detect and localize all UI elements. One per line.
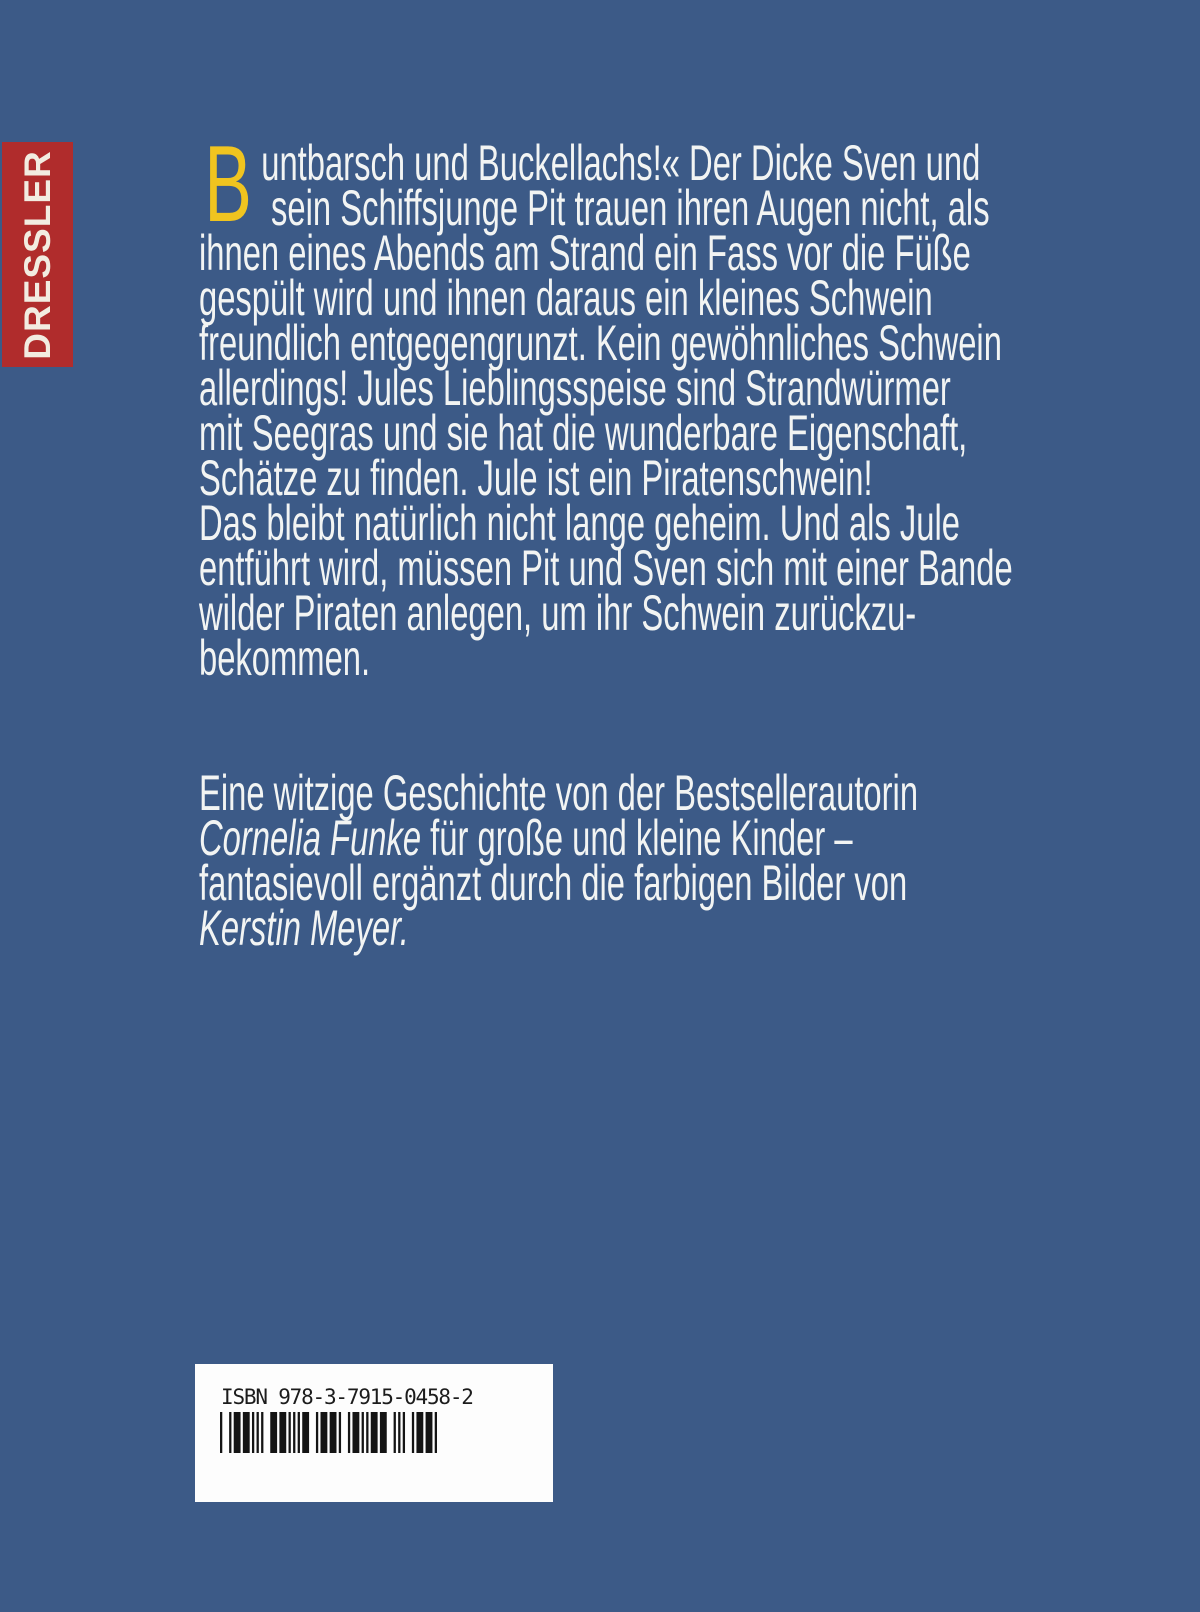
text-segment: bekommen. — [199, 630, 371, 686]
barcode-bar — [321, 1412, 328, 1453]
isbn-number: ISBN 978-3-7915-0458-2 — [221, 1385, 473, 1409]
blurb-text — [199, 123, 1037, 956]
barcode-bar — [412, 1412, 414, 1453]
text-line — [199, 900, 1037, 956]
barcode-bar — [380, 1412, 387, 1453]
barcode-bar — [289, 1412, 291, 1453]
text-segment: wilder Piraten anlegen, um ihr Schwein zurückzu- — [199, 585, 917, 641]
barcode-bar — [316, 1412, 318, 1453]
author-name-italic: Cornelia Funke — [199, 810, 422, 866]
barcode-bar — [426, 1412, 433, 1453]
text-segment: Schätze zu finden. Jule ist ein Piratenschwein! — [199, 450, 873, 506]
blurb-paragraph-2 — [199, 765, 1037, 956]
barcode-bar — [366, 1412, 368, 1453]
text-segment: allerdings! Jules Lieblingsspeise sind Strandwürmer — [199, 360, 951, 416]
text-segment: gespült wird und ihnen daraus ein kleines Schwein — [199, 270, 933, 326]
barcode-bar — [371, 1412, 378, 1453]
text-segment: für große und kleine Kinder – — [421, 810, 853, 866]
text-segment: Eine witzige Geschichte von der Bestsellerautorin — [199, 765, 919, 821]
publisher-name: DRESSLER — [16, 149, 58, 360]
barcode-bar — [348, 1412, 350, 1453]
isbn-barcode-panel — [195, 1364, 553, 1502]
barcode-bar — [261, 1412, 263, 1453]
ean-barcode — [220, 1412, 437, 1453]
barcode-bar — [339, 1412, 341, 1453]
paragraph-spacer — [199, 681, 1037, 771]
barcode-bar — [229, 1412, 231, 1453]
text-segment: freundlich entgegengrunzt. Kein gewöhnliches Schwein — [199, 315, 1002, 371]
text-segment: mit Seegras und sie hat die wunderbare Eigenschaft, — [199, 405, 968, 461]
barcode-bar — [293, 1412, 295, 1453]
barcode-bar — [252, 1412, 254, 1453]
barcode-bar — [330, 1412, 337, 1453]
barcode-bar — [243, 1412, 250, 1453]
drop-cap-letter: B — [204, 123, 252, 245]
text-segment: ihnen eines Abends am Strand ein Fass vor die Füße — [199, 225, 971, 281]
text-segment: entführt wird, müssen Pit und Sven sich mit einer Bande — [199, 540, 1013, 596]
text-segment: fantasievoll ergänzt durch die farbigen Bilder von — [199, 855, 908, 911]
barcode-bar — [298, 1412, 300, 1453]
publisher-logo-box — [2, 142, 73, 367]
barcode-bar — [403, 1412, 405, 1453]
text-segment: sein Schiffsjunge Pit trauen ihren Augen nicht, als — [271, 180, 990, 236]
text-segment: Das bleibt natürlich nicht lange geheim. Und als Jule — [199, 495, 960, 551]
barcode-bar — [352, 1412, 359, 1453]
text-line — [199, 630, 1037, 686]
blurb-paragraph-1 — [199, 135, 1037, 686]
barcode-bar — [270, 1412, 277, 1453]
barcode-bar — [398, 1412, 400, 1453]
barcode-bar — [394, 1412, 396, 1453]
barcode-bar — [257, 1412, 259, 1453]
barcode-bar — [362, 1412, 364, 1453]
barcode-bar — [416, 1412, 423, 1453]
barcode-bar — [279, 1412, 286, 1453]
barcode-bar — [302, 1412, 309, 1453]
barcode-bar — [435, 1412, 437, 1453]
barcode-bar — [234, 1412, 241, 1453]
barcode-bar — [220, 1412, 222, 1453]
author-name-italic: Kerstin Meyer. — [199, 900, 409, 956]
text-segment: untbarsch und Buckellachs!« Der Dicke Sven und — [261, 135, 981, 191]
